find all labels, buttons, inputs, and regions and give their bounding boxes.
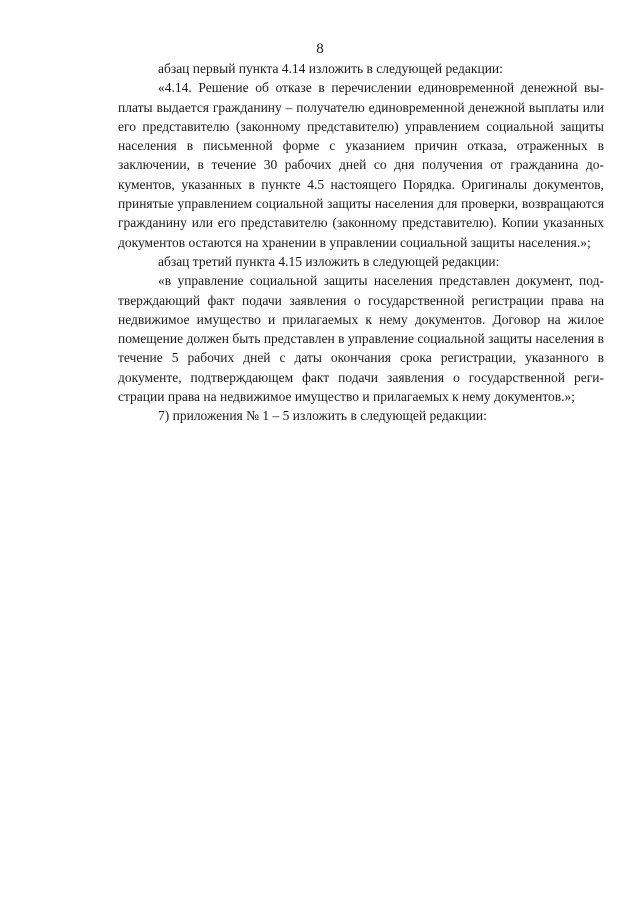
paragraph-4-14-text: «4.14. Решение об отказе в перечислении единовременной денежной выплаты выдается гражданину – получателю единовременной денежной выплаты или его представителю (законному представителю) управлением социальной защиты населения в письменной форме с указанием причин отказа, отраженных в заключении, в течение 30 рабочих дней со дня получения от гражданина документов, указанных в пункте 4.5 настоящего Порядка. Оригиналы документов, принятые управлением социальной защиты населения для проверки, возвращаются гражданину или его представителю (законному представителю). Копии указанных документов остаются на хранении в управлении социальной защиты населения.»;	[118, 80, 604, 250]
paragraph-4-15-text: «в управление социальной защиты населения представлен документ, подтверждающий факт подачи заявления о государственной регистрации права на недвижимое имущество и прилагаемых к нему документов. Договор на жилое помещение должен быть представлен в управление социальной защиты населения в течение 5 рабочих дней с даты окончания срока регистрации, указанного в документе, подтверждающем факт подачи заявления о государственной регистрации права на недвижимое имущество и прилагаемых к нему документов.»;	[118, 273, 604, 405]
paragraph-amend-4-15-intro: абзац третий пункта 4.15 изложить в следующей редакции:	[158, 253, 500, 269]
paragraph-amend-4-14-intro: абзац первый пункта 4.14 изложить в следующей редакции:	[158, 61, 503, 76]
document-body	[118, 59, 604, 426]
page-number: 8	[316, 41, 324, 57]
paragraph-appendices-amendment: 7) приложения № 1 – 5 изложить в следующей редакции:	[158, 408, 487, 424]
